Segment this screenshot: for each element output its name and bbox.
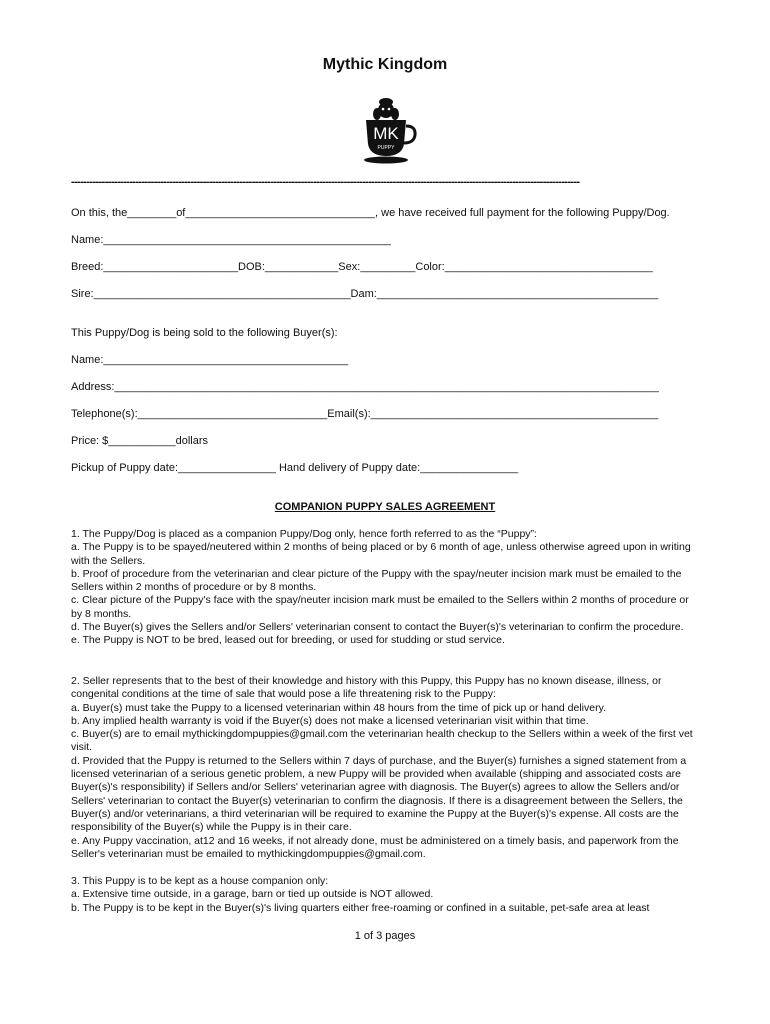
- agreement-section-2: [71, 675, 701, 861]
- form-line-contact: Telephone(s):_______________________________Email(s):_______________________________________________: [71, 408, 659, 420]
- agreement-heading: COMPANION PUPPY SALES AGREEMENT: [274, 501, 496, 513]
- section-1-item-b: b. Proof of procedure from the veterinarian and clear picture of the Puppy with the spay/neuter incision mark must be emailed to the Sellers within 2 months of procedure or by 8 months.: [71, 567, 682, 594]
- section-3-intro: 3. This Puppy is to be kept as a house companion only:: [71, 875, 329, 887]
- form-line-breed: Breed:______________________DOB:____________Sex:_________Color:__________________________________: [71, 261, 653, 273]
- form-line-buyer-name: Name:________________________________________: [71, 354, 349, 366]
- logo-puppy-text: PUPPY: [377, 145, 395, 151]
- section-1-item-a: a. The Puppy is to be spayed/neutered within 2 months of being placed or by 6 month of age, unless otherwise agreed upon in writing with the Sellers.: [71, 541, 691, 567]
- form-line-dates: Pickup of Puppy date:________________ Hand delivery of Puppy date:________________: [71, 462, 519, 474]
- agreement-section-3: [71, 875, 701, 915]
- agreement-section-1: [71, 528, 701, 648]
- section-2-item-d: d. Provided that the Puppy is returned to the Sellers within 7 days of purchase, and the Buyer(s) furnishes a signed statement from a licensed veterinarian of a serious genetic problem, a new Puppy will be provided when available (shipping and associated costs are Buyer(s)'s responsibility) if Sellers and/or Sellers' veterinarian agree with diagnosis. The Buyer(s) agrees to allow the Sellers and/or Sellers' veterinarian to contact the Buyer(s) veterinarian to confirm the diagnosis. If there is a disagreement between the Sellers, the Buyer(s) and/or veterinarians, a third veterinarian will be required to examine the Puppy at the Buyer(s)'s expense. All costs are the responsibility of the Buyer(s) while the Puppy is in their care.: [71, 754, 687, 834]
- section-2-item-c: c. Buyer(s) are to email mythickingdompuppies@gmail.com the veterinarian health checkup to the Sellers within a week of the first vet visit.: [71, 728, 693, 754]
- document-title: Mythic Kingdom: [322, 56, 448, 73]
- form-line-buyer-intro: This Puppy/Dog is being sold to the following Buyer(s):: [71, 327, 338, 339]
- section-1-intro: 1. The Puppy/Dog is placed as a companion Puppy/Dog only, hence forth referred to as the “Puppy”:: [71, 528, 537, 540]
- form-line-address: Address:_________________________________________________________________________________________: [71, 381, 659, 393]
- section-1-item-d: d. The Buyer(s) gives the Sellers and/or Sellers' veterinarian consent to contact the Buyer(s)'s veterinarian to confirm the procedure.: [71, 621, 684, 634]
- form-line-received: On this, the________of_______________________________, we have received full payment for the following Puppy/Dog.: [71, 207, 670, 219]
- form-line-puppy-name: Name:_______________________________________________: [71, 234, 391, 246]
- section-1-item-c: c. Clear picture of the Puppy's face with the spay/neuter incision mark must be emailed to the Sellers within 2 months of procedure or by 8 months.: [71, 594, 689, 620]
- section-2-item-a: a. Buyer(s) must take the Puppy to a licensed veterinarian within 48 hours from the time of pick up or hand delivery.: [71, 701, 606, 714]
- form-line-sire-dam: Sire:__________________________________________Dam:______________________________________________: [71, 288, 659, 300]
- section-2-intro: 2. Seller represents that to the best of their knowledge and history with this Puppy, this Puppy has no known disease, illness, or congenital conditions at the time of sale that would pose a life threatening risk to the Puppy:: [71, 675, 662, 701]
- form-line-price: Price: $___________dollars: [71, 435, 208, 447]
- section-3-item-a: a. Extensive time outside, in a garage, barn or tied up outside is NOT allowed.: [71, 888, 434, 901]
- section-2-item-e: e. Any Puppy vaccination, at12 and 16 weeks, if not already done, must be administered on a timely basis, and paperwork from the Seller's veterinarian must be emailed to mythickingdompuppies@gmail.com.: [71, 834, 679, 860]
- section-2-item-b: b. Any implied health warranty is void if the Buyer(s) does not make a licensed veterinarian visit within that time.: [71, 714, 589, 727]
- header-divider: ----------------------------------------------------------------------------------------------------------------------------------------------------------------------: [71, 176, 580, 188]
- teacup-dog-logo-icon: [360, 94, 420, 172]
- section-1-item-e: e. The Puppy is NOT to be bred, leased out for breeding, or used for studding or stud service.: [71, 634, 505, 647]
- mythic-kingdom-logo: [360, 94, 420, 172]
- section-3-item-b: b. The Puppy is to be kept in the Buyer(s)'s living quarters either free-roaming or confined in a suitable, pet-safe area at least: [71, 901, 650, 914]
- page-number: 1 of 3 pages: [354, 930, 416, 942]
- logo-mk-text: MK: [373, 124, 399, 143]
